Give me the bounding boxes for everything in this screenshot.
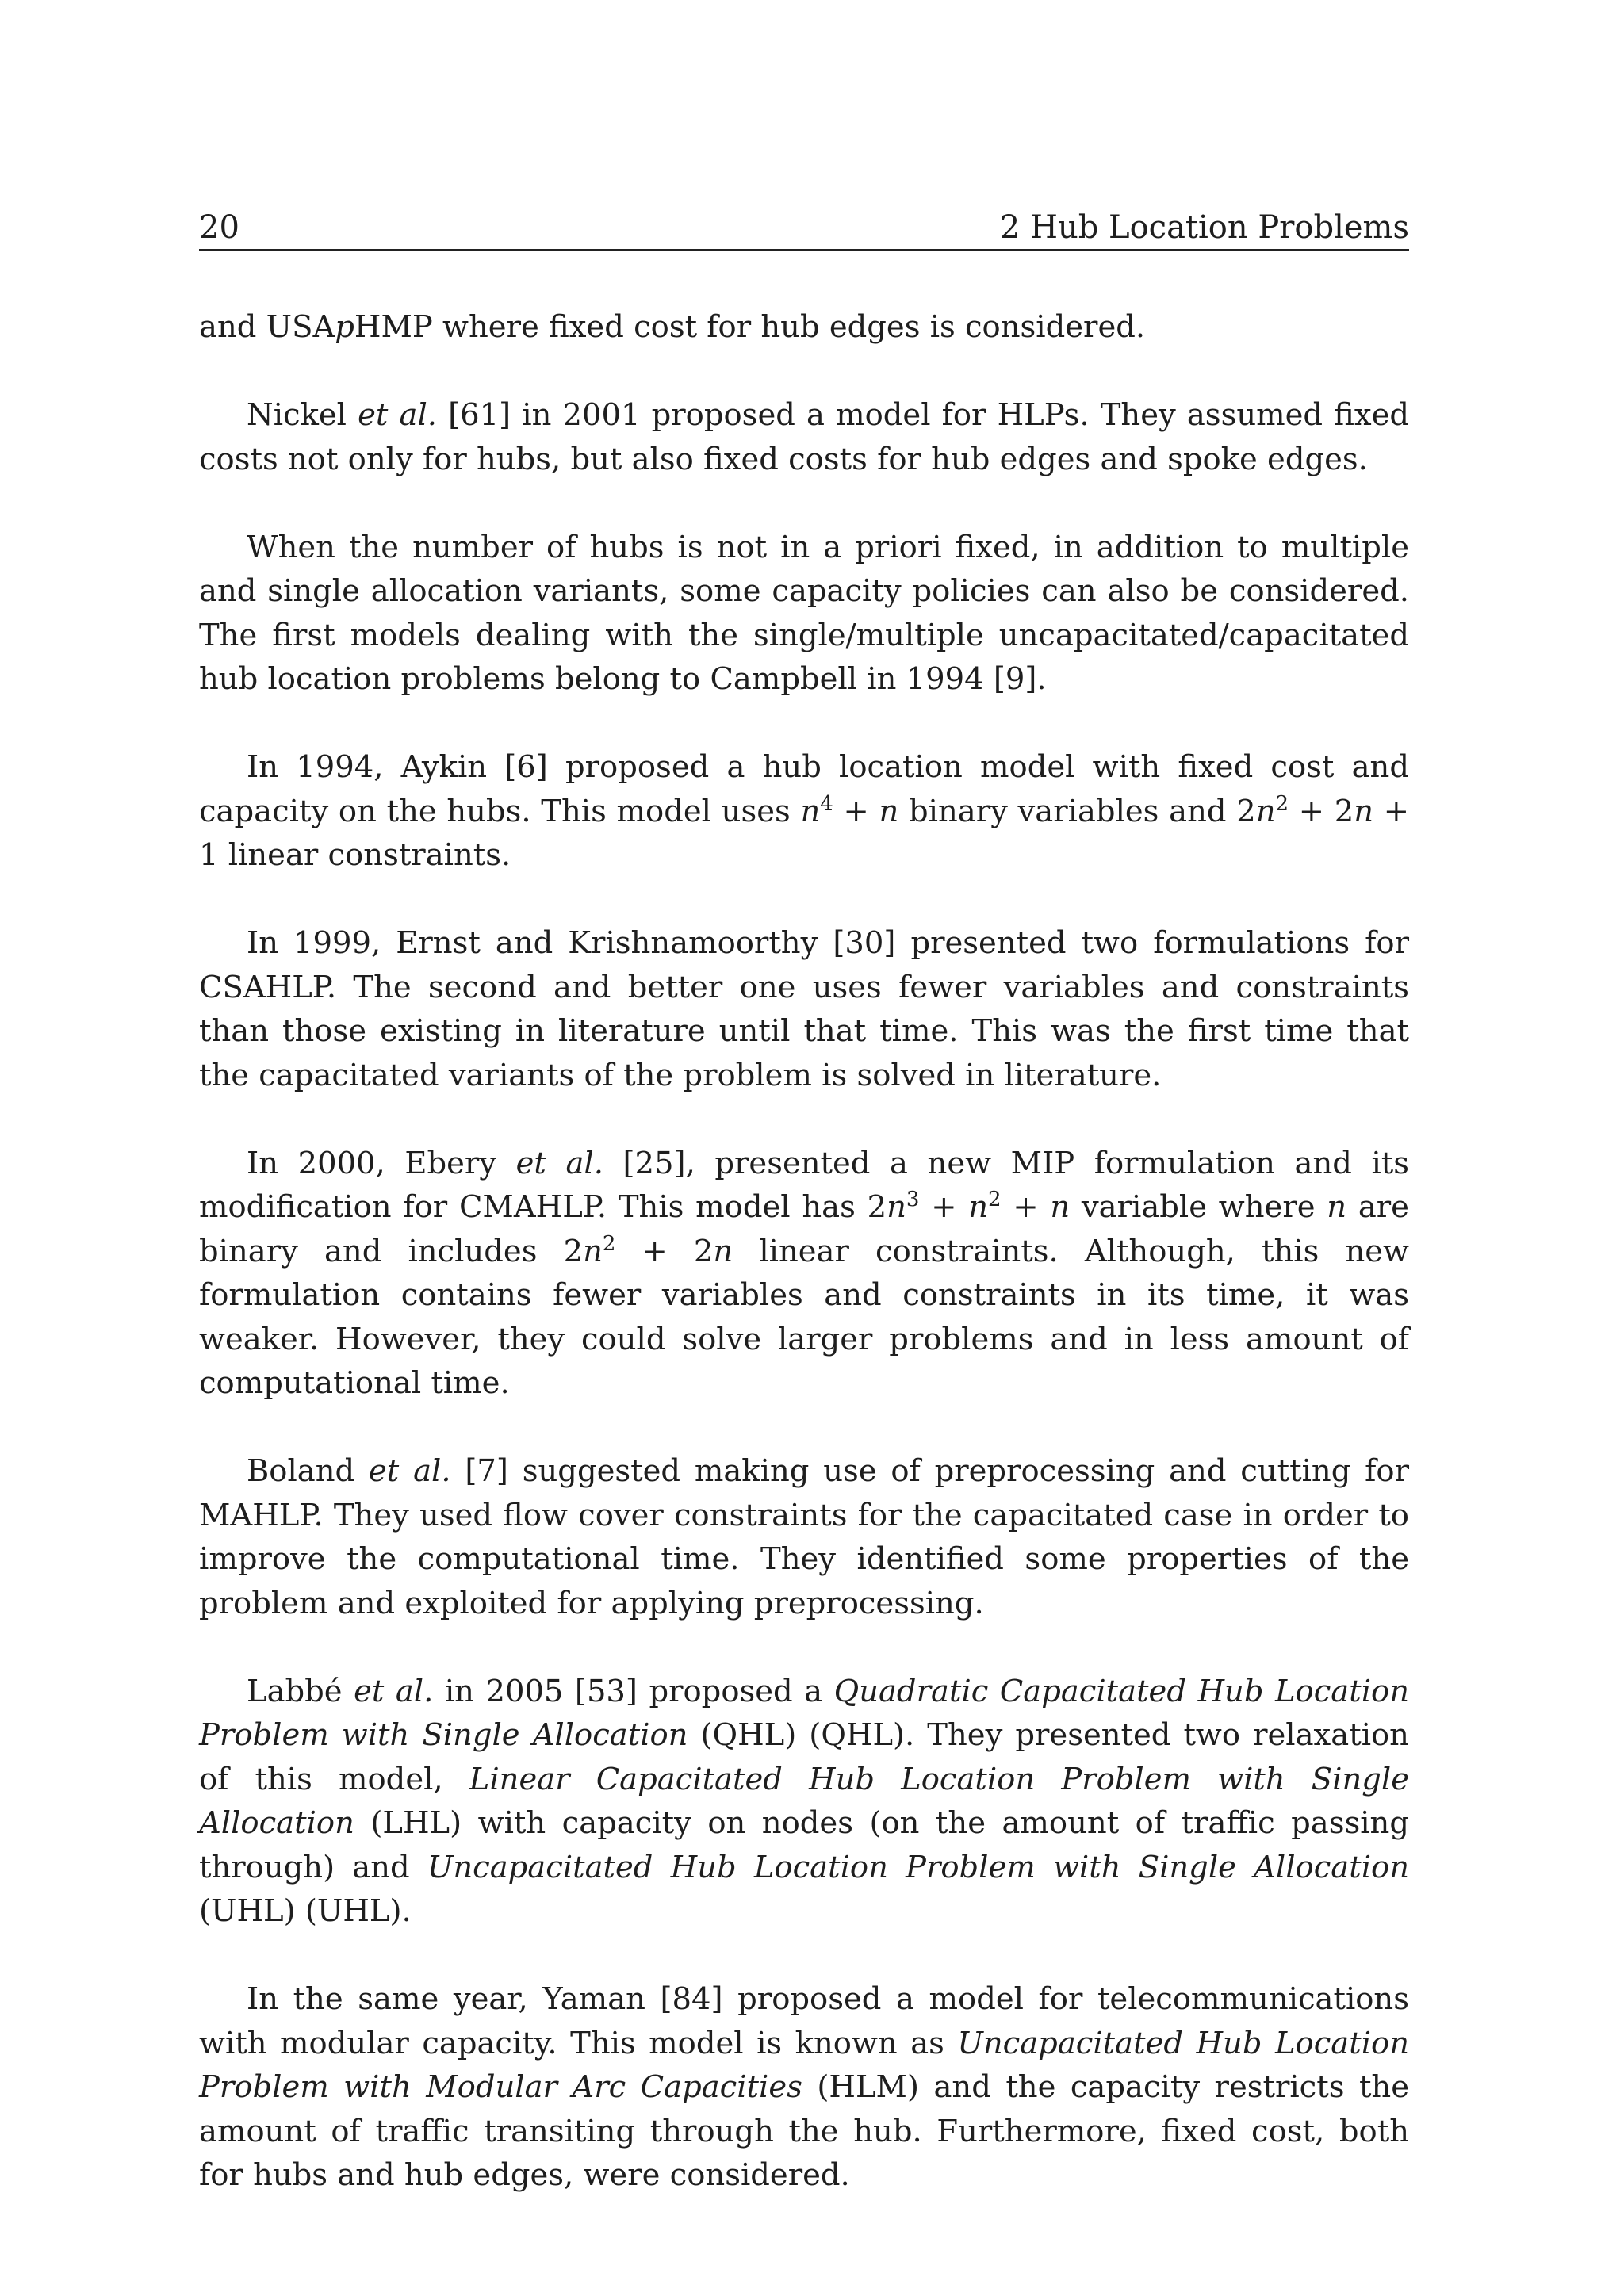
math-var: n bbox=[800, 793, 821, 829]
italic-run: Linear Capacitated Hub Location Problem with Single Allocation bbox=[199, 1761, 1409, 1841]
text-run: In 2000, Ebery bbox=[247, 1145, 516, 1181]
math-exponent: 2 bbox=[988, 1188, 1002, 1211]
italic-run: Uncapacitated Hub Location Problem with Single Allocation bbox=[427, 1849, 1410, 1885]
text-run: (UHL) (UHL). bbox=[199, 1893, 412, 1929]
text-run: + bbox=[833, 793, 879, 829]
paragraph-nickel bbox=[199, 393, 1409, 481]
math-exponent: 2 bbox=[602, 1231, 616, 1256]
text-run: in 2005 [53] proposed a bbox=[433, 1673, 834, 1709]
math-var: n bbox=[1327, 1189, 1347, 1225]
italic-run: et al. bbox=[515, 1145, 603, 1181]
text-run: + 2 bbox=[1289, 793, 1354, 829]
math-var: n bbox=[583, 1233, 603, 1269]
paragraph-usaphmp bbox=[199, 305, 1409, 350]
math-exponent: 3 bbox=[906, 1188, 920, 1211]
page-number: 20 bbox=[199, 209, 239, 246]
running-header bbox=[199, 208, 1409, 251]
text-run: + bbox=[919, 1189, 969, 1225]
text-run: variable where bbox=[1070, 1189, 1327, 1225]
text-run: Labbé bbox=[247, 1673, 354, 1709]
text-run: and USA bbox=[199, 309, 335, 345]
text-run: [61] in 2001 proposed a model for HLPs. They assumed fixed costs not only for hubs, but also fixed costs for hub edges and spoke edges. bbox=[199, 397, 1410, 477]
text-run: + 2 bbox=[615, 1233, 714, 1269]
text-run: [25], presented a new MIP formulation and its modification for CMAHLP. This model has 2 bbox=[199, 1145, 1409, 1225]
text-run: In 1994, Aykin [6] proposed a hub location model with fixed cost and capacity on the hubs. This model uses bbox=[199, 749, 1409, 829]
text-run: + 1 linear constraints. bbox=[199, 793, 1409, 873]
math-var: n bbox=[1050, 1189, 1071, 1225]
text-run: Boland bbox=[247, 1453, 369, 1489]
paragraph-ernst: In 1999, Ernst and Krishnamoorthy [30] presented two formulations for CSAHLP. The second and better one uses fewer variables and constraints than those existing in literature until that time. This was the first time that the capacitated variants of the problem is solved in literature. bbox=[199, 925, 1409, 1093]
math-var: n bbox=[1255, 793, 1276, 829]
text-run: (LHL) with capacity on nodes (on the amount of traffic passing through) and bbox=[199, 1805, 1409, 1885]
math-var: n bbox=[879, 793, 899, 829]
text-run: (QHL) (QHL). They presented two relaxation of this model, bbox=[199, 1717, 1409, 1797]
math-exponent: 4 bbox=[820, 791, 833, 816]
text-run: [7] suggested making use of preprocessing and cutting for MAHLP. They used flow cover constraints for the capacitated case in order to improve the computational time. They identified some properties of the problem and exploited for applying preprocessing. bbox=[199, 1453, 1410, 1621]
math-exponent: 2 bbox=[1275, 791, 1289, 816]
page-body bbox=[199, 305, 1409, 2198]
paragraph-hub-number: When the number of hubs is not in a priori fixed, in addition to multiple and single allocation variants, some capacity policies can also be considered. The first models dealing with the single/multiple uncapacitated/capacitated hub location problems belong to Campbell in 1994 [9]. bbox=[199, 529, 1409, 697]
text-run: + bbox=[1001, 1189, 1051, 1225]
chapter-title: 2 Hub Location Problems bbox=[999, 209, 1409, 246]
italic-run: et al. bbox=[369, 1453, 451, 1489]
text-run: are binary and includes 2 bbox=[199, 1189, 1409, 1269]
paragraph-yaman bbox=[199, 1977, 1409, 2198]
paragraph-aykin bbox=[199, 745, 1409, 878]
text-run: HMP where fixed cost for hub edges is considered. bbox=[354, 309, 1146, 345]
paragraph-ebery bbox=[199, 1142, 1409, 1406]
math-var: n bbox=[713, 1233, 733, 1269]
italic-run: et al. bbox=[358, 397, 438, 433]
paragraph-labbe bbox=[199, 1670, 1409, 1934]
italic-run: Uncapacitated Hub Location Problem with Modular Arc Capacities bbox=[199, 2025, 1409, 2105]
text-run: (HLM) and the capacity restricts the amount of traffic transiting through the hub. Furthermore, fixed cost, both for hubs and hub edges, were considered. bbox=[199, 2069, 1409, 2193]
italic-run: et al. bbox=[354, 1673, 434, 1709]
math-var: p bbox=[335, 309, 354, 345]
text-run: linear constraints. Although, this new formulation contains fewer variables and constraints in its time, it was weaker. However, they could solve larger problems and in less amount of computational time. bbox=[199, 1233, 1409, 1401]
math-var: n bbox=[968, 1189, 989, 1225]
text-run: In the same year, Yaman [84] proposed a model for telecommunications with modular capacity. This model is known as bbox=[199, 1981, 1409, 2061]
text-run: Nickel bbox=[247, 397, 358, 433]
text-run: binary variables and 2 bbox=[898, 793, 1256, 829]
paragraph-boland bbox=[199, 1449, 1409, 1625]
math-var: n bbox=[1354, 793, 1374, 829]
italic-run: Quadratic Capacitated Hub Location Problem with Single Allocation bbox=[199, 1673, 1410, 1753]
math-var: n bbox=[887, 1189, 906, 1225]
